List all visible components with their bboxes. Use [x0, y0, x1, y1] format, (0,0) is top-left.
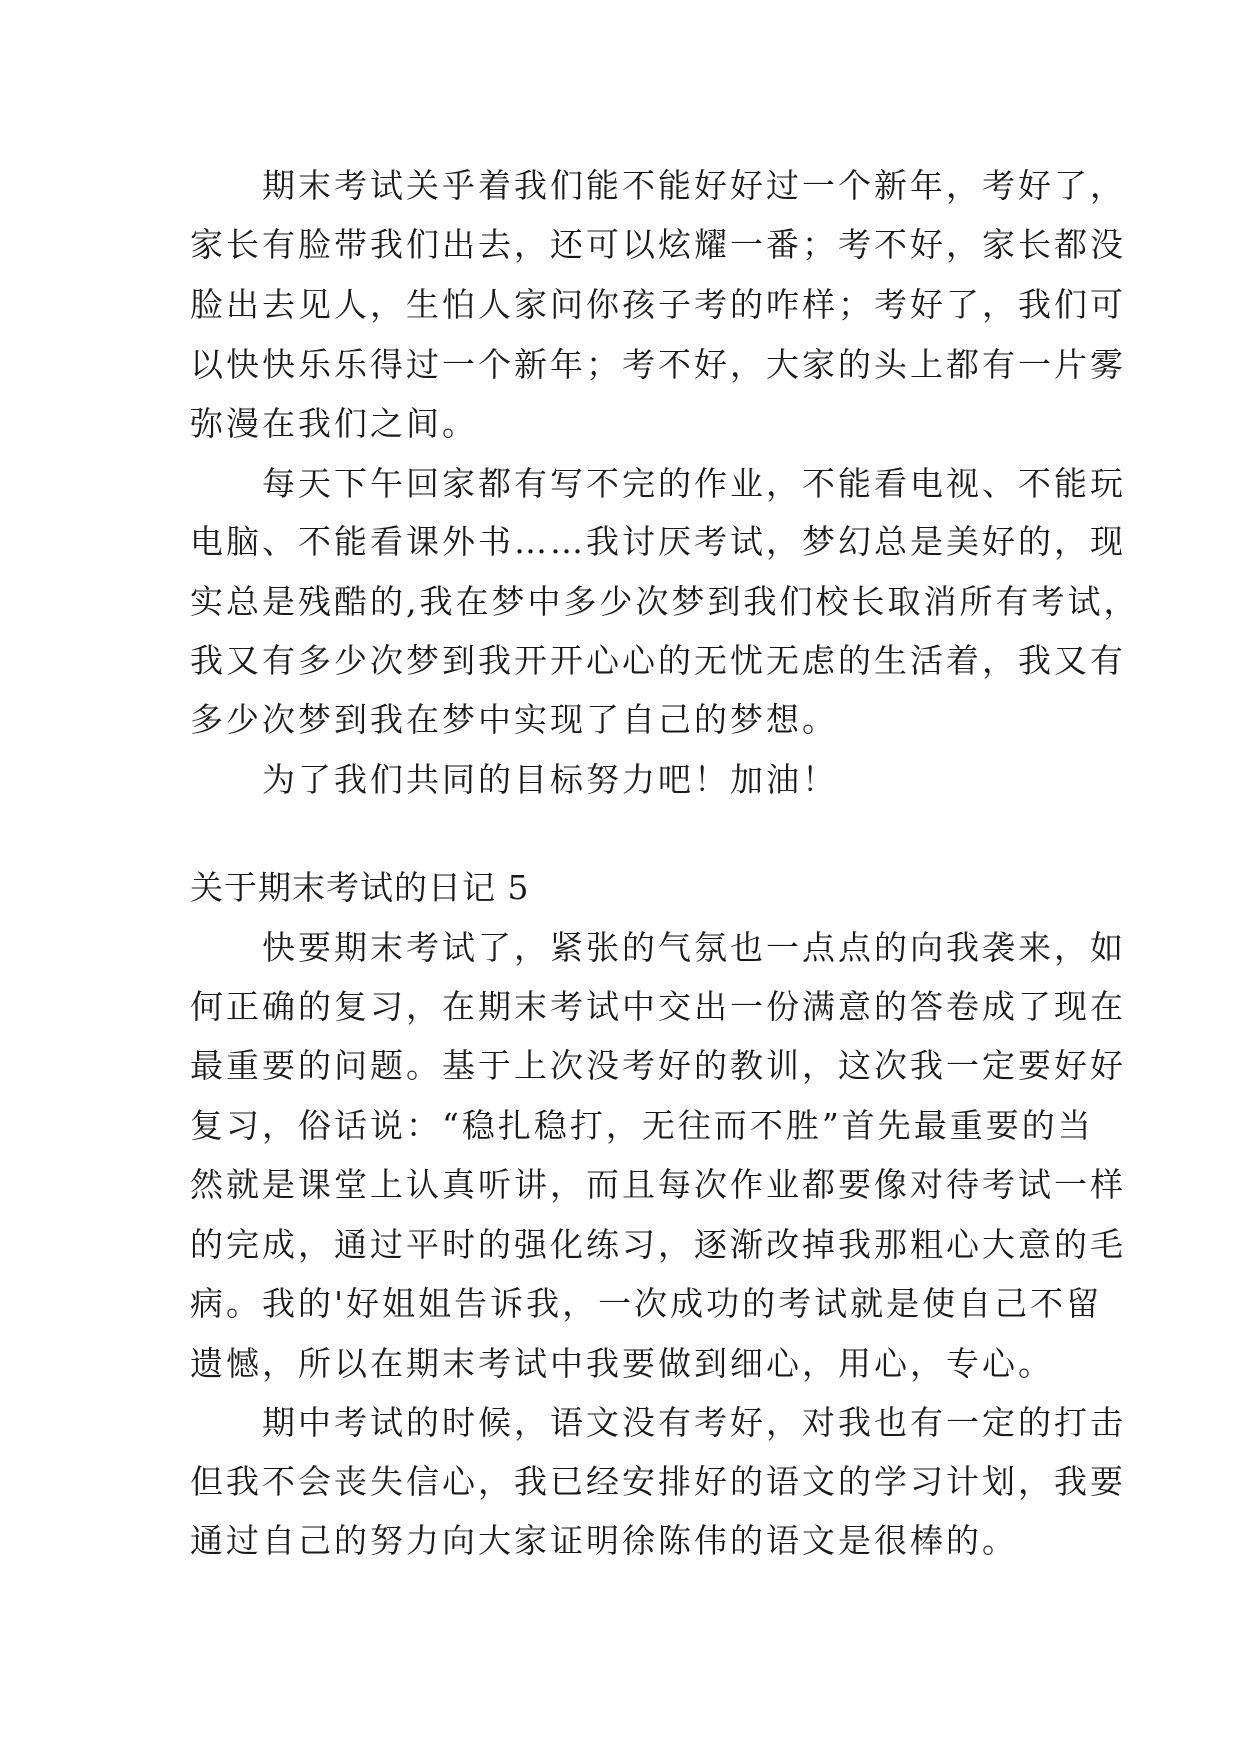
- text-line: 期中考试的时候，语文没有考好，对我也有一定的打击: [190, 1403, 1126, 1442]
- text-line: 家长有脸带我们出去，还可以炫耀一番；考不好，家长都没: [190, 225, 1126, 264]
- text-line: 每天下午回家都有写不完的作业，不能看电视、不能玩: [190, 464, 1126, 503]
- text-line: 电脑、不能看课外书……我讨厌考试，梦幻总是美好的，现: [190, 522, 1126, 561]
- section-heading: 关于期末考试的日记 5: [190, 868, 530, 907]
- text-line: 最重要的问题。基于上次没考好的教训，这次我一定要好好: [190, 1046, 1126, 1085]
- text-line: 复习，俗话说：“稳扎稳打，无往而不胜”首先最重要的当: [190, 1106, 1094, 1145]
- text-line: 为了我们共同的目标努力吧！加油！: [190, 760, 838, 799]
- text-line: 通过自己的努力向大家证明徐陈伟的语文是很棒的。: [190, 1521, 1018, 1560]
- text-line: 脸出去见人，生怕人家问你孩子考的咋样；考好了，我们可: [190, 285, 1126, 324]
- text-line: 期末考试关乎着我们能不能好好过一个新年，考好了，: [190, 166, 1126, 205]
- text-line: 多少次梦到我在梦中实现了自己的梦想。: [190, 700, 838, 739]
- text-line: 遗憾，所以在期末考试中我要做到细心，用心，专心。: [190, 1344, 1054, 1383]
- text-line: 以快快乐乐得过一个新年；考不好，大家的头上都有一片雾: [190, 345, 1126, 384]
- text-line: 但我不会丧失信心，我已经安排好的语文的学习计划，我要: [190, 1462, 1126, 1501]
- text-line: 弥漫在我们之间。: [190, 404, 478, 443]
- text-line: 然就是课堂上认真听讲，而且每次作业都要像对待考试一样: [190, 1165, 1126, 1204]
- text-line: 我又有多少次梦到我开开心心的无忧无虑的生活着，我又有: [190, 641, 1126, 680]
- text-line: 快要期末考试了，紧张的气氛也一点点的向我袭来，如: [190, 928, 1126, 967]
- text-line: 何正确的复习，在期末考试中交出一份满意的答卷成了现在: [190, 987, 1126, 1026]
- text-line: 病。我的'好姐姐告诉我，一次成功的考试就是使自己不留: [190, 1284, 1103, 1323]
- text-line: 实总是残酷的,我在梦中多少次梦到我们校长取消所有考试，: [190, 582, 1140, 621]
- text-line: 的完成，通过平时的强化练习，逐渐改掉我那粗心大意的毛: [190, 1225, 1126, 1264]
